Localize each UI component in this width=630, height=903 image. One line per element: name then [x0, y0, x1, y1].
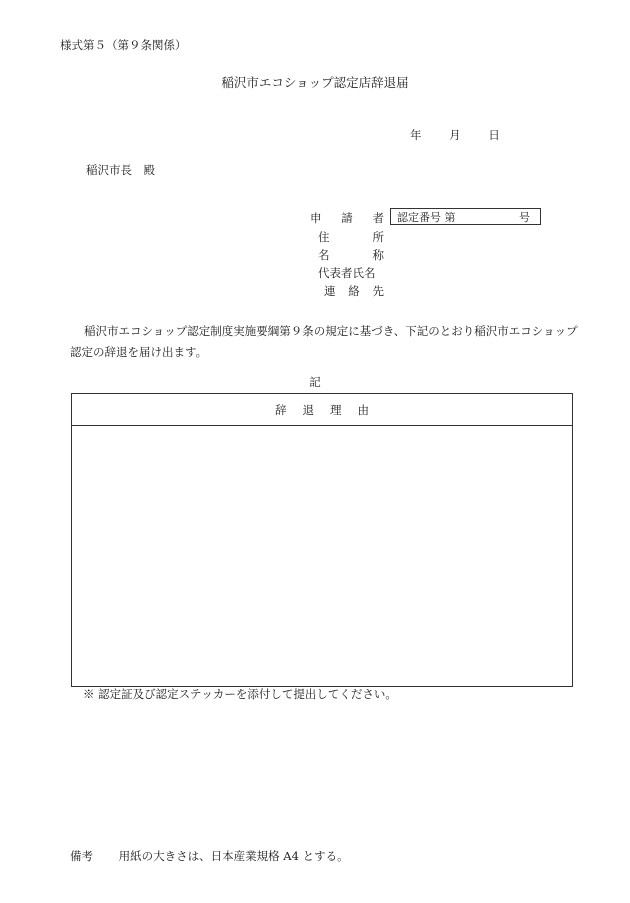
addressee: 稲沢市長 殿: [86, 163, 155, 177]
document-title: 稲沢市エコショップ認定店辞退届: [221, 75, 409, 90]
reason-table: [71, 393, 573, 687]
cert-number-suffix: 号: [519, 211, 530, 224]
remarks-line: [70, 851, 349, 863]
date-day-unit: 日: [488, 128, 500, 142]
contact-label: 連 絡 先: [324, 284, 384, 298]
address-label: 住 所: [318, 230, 384, 244]
reason-table-header: [72, 394, 572, 426]
date-line: [410, 130, 500, 142]
representative-name-label: 代表者氏名: [318, 266, 376, 280]
certification-number-box[interactable]: [390, 208, 541, 225]
name-label: 名 称: [318, 248, 384, 262]
remarks-label: 備考: [70, 849, 93, 863]
cert-number-label: 認定番号 第: [397, 211, 456, 224]
reason-input-area[interactable]: [72, 426, 572, 686]
applicant-block: [300, 210, 560, 305]
reason-header-label: 辞退理由: [275, 402, 385, 417]
remarks-text: 用紙の大きさは、日本産業規格 A4 とする。: [118, 849, 349, 863]
date-year-unit: 年: [410, 128, 422, 142]
form-number: 様式第５（第９条関係）: [60, 38, 187, 52]
ki-label: 記: [309, 375, 321, 389]
body-paragraph: 稲沢市エコショップ認定制度実施要綱第９条の規定に基づき、下記のとおり稲沢市エコショップ認定の辞退を届け出ます。: [70, 324, 578, 359]
attachment-note: ※ 認定証及び認定ステッカーを添付して提出してください。: [83, 687, 397, 701]
date-month-unit: 月: [449, 128, 461, 142]
applicant-role-label: 申 請 者: [310, 211, 384, 225]
